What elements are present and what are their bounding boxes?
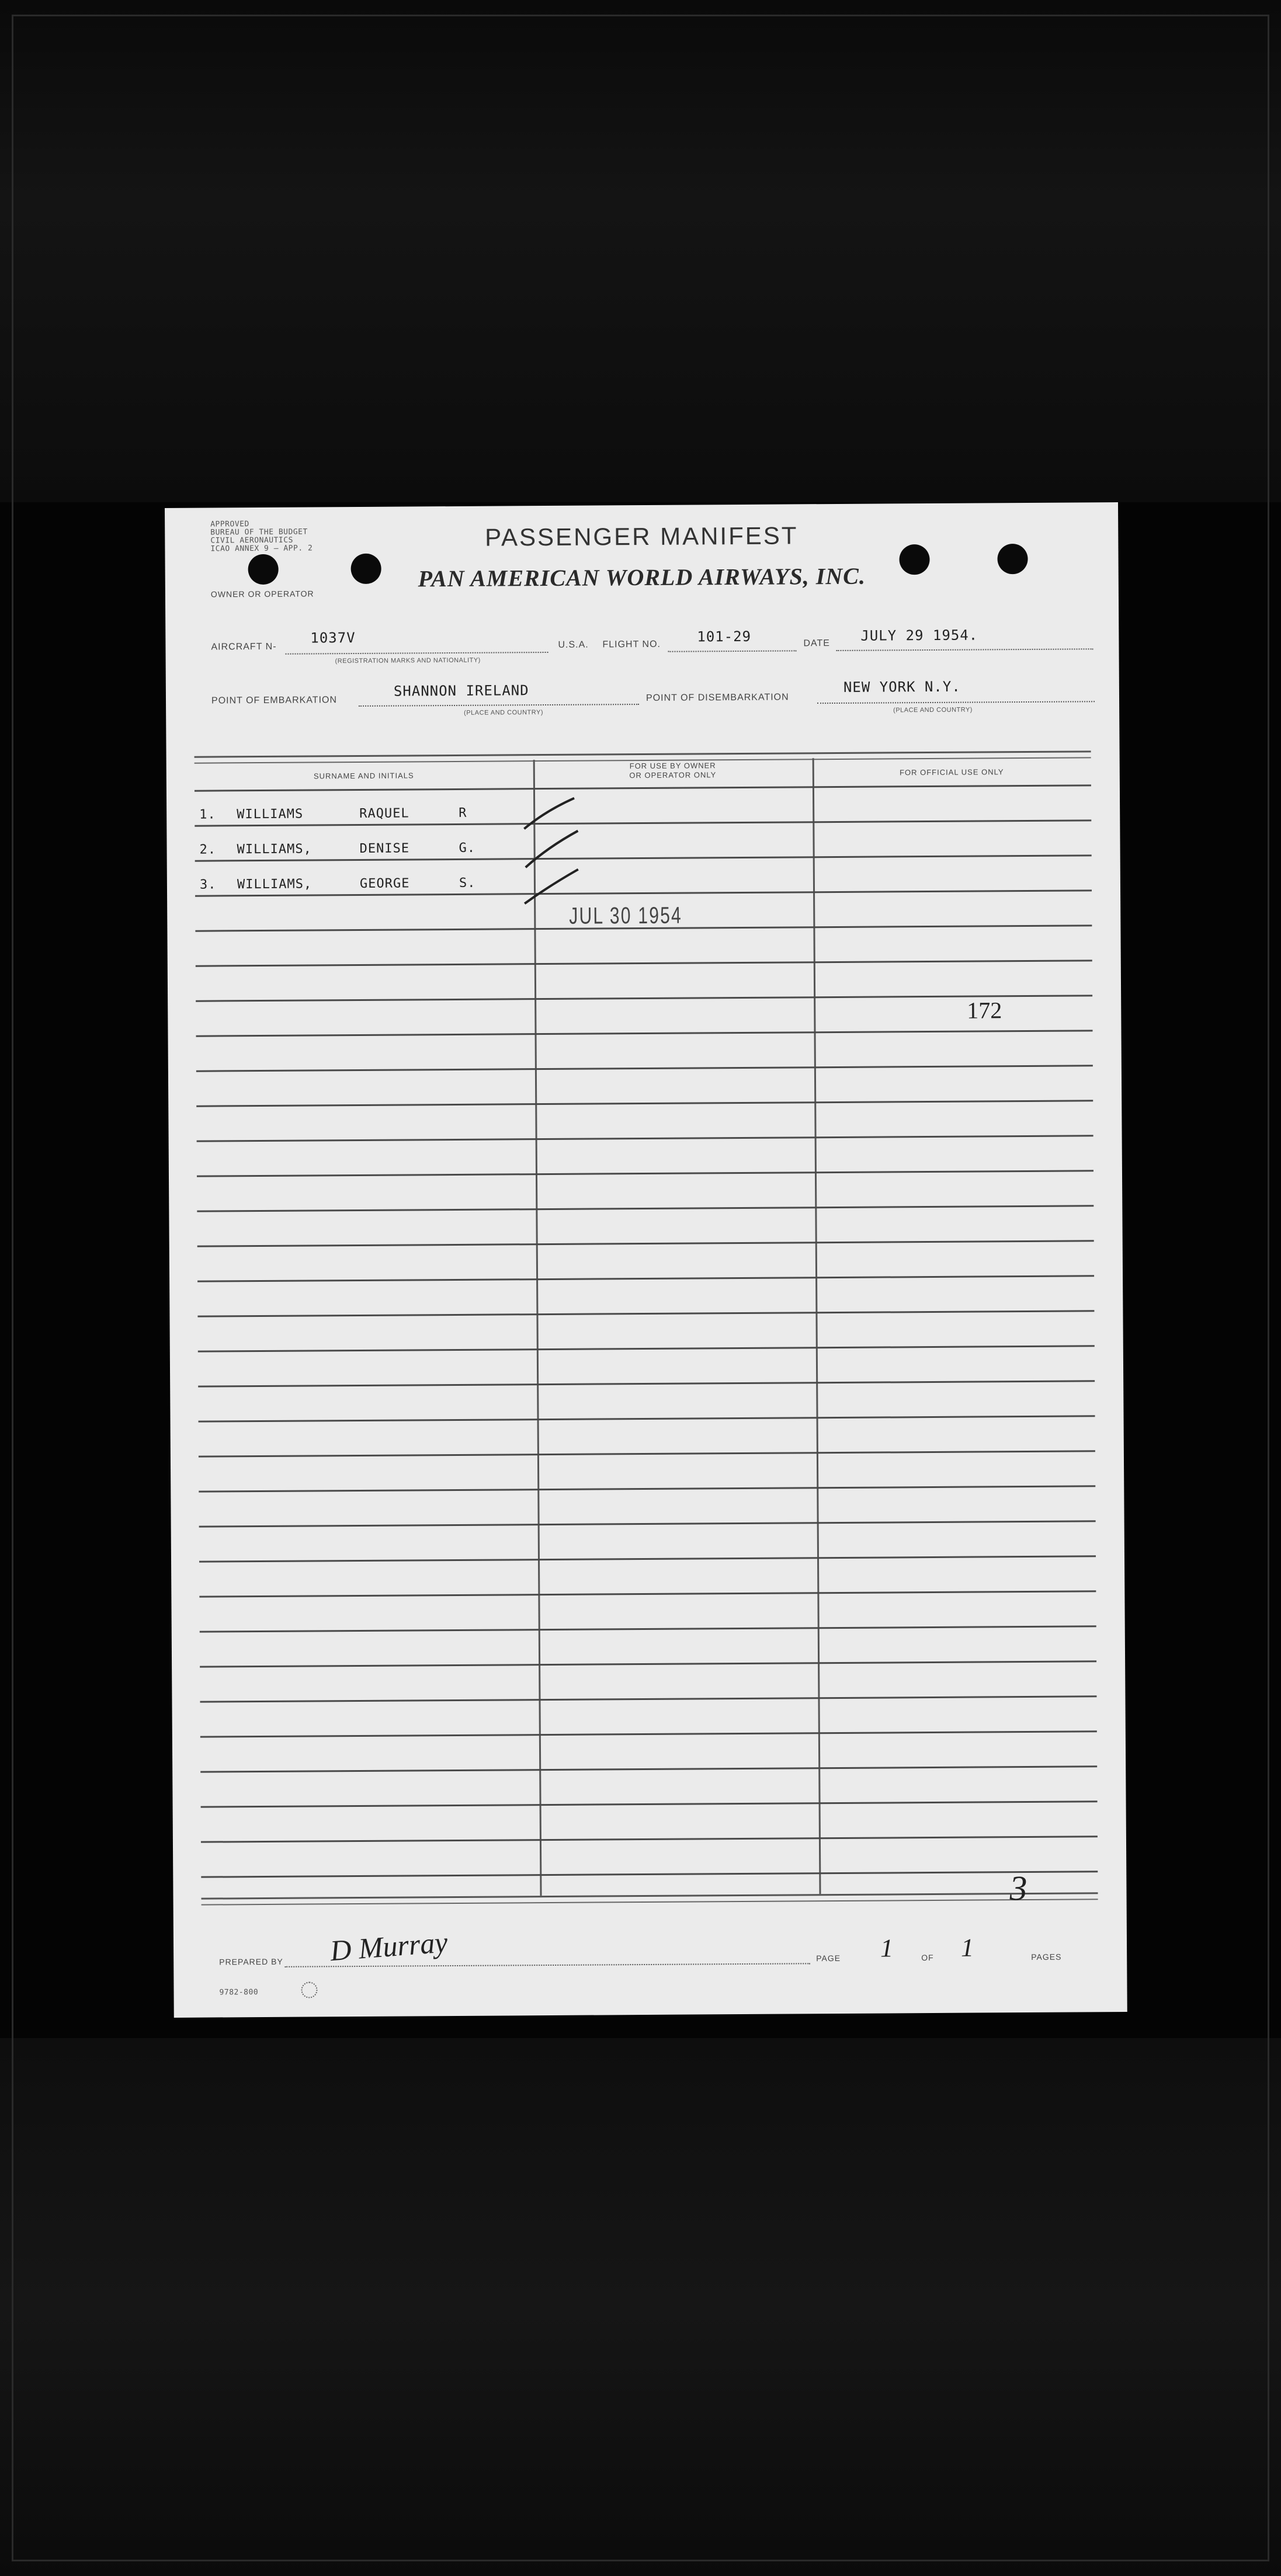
aircraft-line	[286, 652, 548, 655]
row-line	[199, 1520, 1096, 1527]
passenger-number: 1.	[199, 807, 216, 822]
row-line	[198, 1345, 1095, 1352]
row-line	[195, 819, 1091, 826]
row-line	[199, 1415, 1095, 1422]
passenger-number: 2.	[199, 842, 217, 857]
row-line	[197, 1205, 1093, 1212]
approval-line-3: CIVIL AERONAUTICS	[210, 536, 293, 545]
owner-label: OWNER OR OPERATOR	[210, 589, 314, 599]
of-label: OF	[921, 1953, 934, 1963]
official-column-header: FOR OFFICIAL USE ONLY	[900, 767, 1004, 777]
flight-label: FLIGHT NO.	[602, 639, 661, 650]
passenger-surname: WILLIAMS,	[237, 842, 312, 857]
approval-line-4: ICAO ANNEX 9 — APP. 2	[210, 544, 313, 554]
passenger-surname: WILLIAMS	[237, 806, 304, 822]
row-line	[199, 1485, 1095, 1492]
date-line	[836, 648, 1093, 651]
date-stamp: JUL 30 1954	[569, 902, 683, 929]
manifest-page	[165, 502, 1127, 2018]
official-number: 172	[967, 997, 1002, 1024]
passenger-first-name: RAQUEL	[359, 806, 409, 821]
usa-label: U.S.A.	[558, 639, 589, 650]
embarkation-line	[359, 704, 639, 707]
disembarkation-sublabel: (PLACE AND COUNTRY)	[893, 706, 973, 714]
date-label: DATE	[803, 638, 830, 649]
check-marks	[522, 794, 586, 911]
row-line	[196, 1065, 1093, 1072]
pages-label: PAGES	[1031, 1952, 1062, 1962]
row-line	[200, 1625, 1096, 1632]
page-label: PAGE	[816, 1953, 841, 1963]
row-line	[196, 995, 1092, 1002]
row-line	[201, 1800, 1098, 1807]
passenger-table	[195, 750, 1098, 1897]
passenger-initial: G.	[459, 840, 476, 856]
operator-column-header-line-2: OR OPERATOR ONLY	[629, 770, 717, 780]
row-line	[196, 960, 1092, 967]
row-line	[197, 1310, 1094, 1317]
date-value: JULY 29 1954.	[860, 627, 978, 644]
total-pages: 1	[960, 1933, 974, 1962]
row-line	[195, 854, 1092, 861]
column-divider-2	[813, 758, 821, 1894]
corner-handwritten-mark: 3	[1009, 1869, 1027, 1908]
aircraft-value: 1037V	[310, 630, 356, 646]
surname-column-header: SURNAME AND INITIALS	[313, 771, 414, 781]
passenger-initial: S.	[459, 875, 476, 891]
row-line	[200, 1660, 1096, 1667]
disembarkation-line	[817, 701, 1095, 704]
printer-seal-icon	[301, 1981, 317, 1998]
row-line	[195, 889, 1092, 896]
row-line	[201, 1835, 1098, 1843]
row-line	[199, 1555, 1096, 1562]
airline-name: PAN AMERICAN WORLD AIRWAYS, INC.	[418, 562, 866, 592]
row-line	[200, 1730, 1097, 1737]
row-line	[195, 784, 1091, 791]
operator-column-header-line-1: FOR USE BY OWNER	[629, 761, 716, 771]
column-divider-1	[533, 760, 542, 1896]
aircraft-sublabel: (REGISTRATION MARKS AND NATIONALITY)	[335, 656, 481, 665]
preparer-signature: D Murray	[329, 1925, 449, 1967]
embarkation-sublabel: (PLACE AND COUNTRY)	[464, 709, 544, 717]
embarkation-label: POINT OF EMBARKATION	[211, 695, 338, 706]
aircraft-label: AIRCRAFT N-	[211, 641, 277, 652]
row-line	[201, 1871, 1098, 1878]
passenger-surname: WILLIAMS,	[237, 877, 313, 892]
row-line	[200, 1765, 1097, 1772]
disembarkation-value: NEW YORK N.Y.	[843, 678, 961, 696]
row-line	[197, 1135, 1093, 1142]
passenger-number: 3.	[199, 877, 217, 892]
embarkation-value: SHANNON IRELAND	[393, 682, 529, 700]
row-line	[199, 1590, 1096, 1597]
row-line	[198, 1380, 1095, 1387]
flight-value: 101-29	[697, 628, 752, 645]
form-code: 9782-800	[219, 1988, 259, 1997]
row-line	[197, 1240, 1094, 1247]
row-line	[197, 1170, 1093, 1177]
row-line	[199, 1450, 1095, 1457]
row-line	[200, 1695, 1096, 1702]
flight-line	[668, 650, 797, 652]
prepared-by-label: PREPARED BY	[219, 1956, 283, 1967]
passenger-first-name: DENISE	[359, 841, 410, 856]
row-line	[196, 1030, 1093, 1037]
approval-line-2: BUREAU OF THE BUDGET	[210, 527, 308, 537]
passenger-first-name: GEORGE	[359, 876, 410, 891]
disembarkation-label: POINT OF DISEMBARKATION	[645, 692, 789, 703]
approval-line-1: APPROVED	[210, 520, 249, 529]
row-line	[196, 1100, 1093, 1107]
form-title: PASSENGER MANIFEST	[485, 522, 799, 551]
passenger-initial: R	[459, 805, 467, 821]
row-line	[197, 1275, 1094, 1282]
page-number: 1	[880, 1934, 894, 1963]
